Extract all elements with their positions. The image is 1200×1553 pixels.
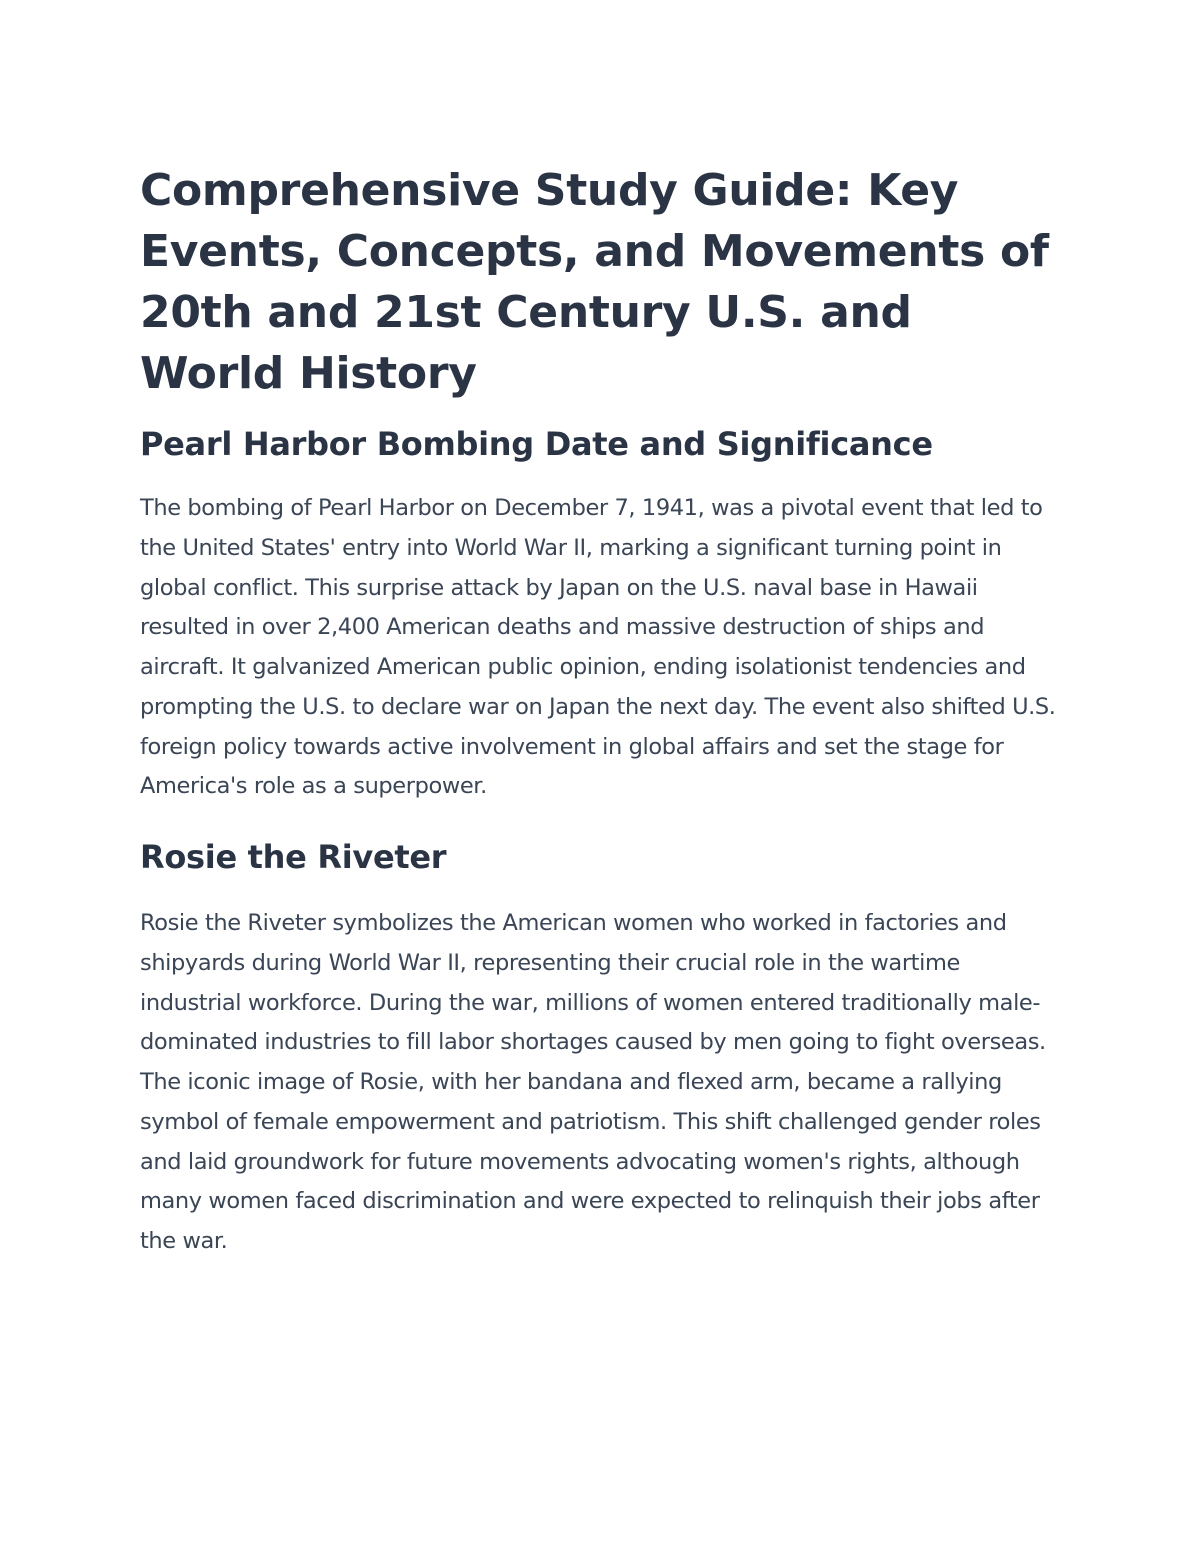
section-heading-rosie-the-riveter: Rosie the Riveter (140, 838, 447, 876)
document-page (140, 160, 1060, 1262)
section-heading-pearl-harbor: Pearl Harbor Bombing Date and Significance (140, 425, 933, 463)
section-body-rosie-the-riveter: Rosie the Riveter symbolizes the American women who worked in factories and shipyards during World War II, representing their crucial role in the wartime industrial workforce. During the war, millions of women entered traditionally male-dominated industries to fill labor shortages caused by men going to fight overseas. The iconic image of Rosie, with her bandana and flexed arm, became a rallying symbol of female empowerment and patriotism. This shift challenged gender roles and laid groundwork for future movements advocating women's rights, although many women faced discrimination and were expected to relinquish their jobs after the war. (140, 910, 1046, 1254)
section-body-pearl-harbor: The bombing of Pearl Harbor on December 7, 1941, was a pivotal event that led to the United States' entry into World War II, marking a significant turning point in global conflict. This surprise attack by Japan on the U.S. naval base in Hawaii resulted in over 2,400 American deaths and massive destruction of ships and aircraft. It galvanized American public opinion, ending isolationist tendencies and prompting the U.S. to declare war on Japan the next day. The event also shifted U.S. foreign policy towards active involvement in global affairs and set the stage for America's role as a superpower. (140, 495, 1056, 800)
section-rosie-the-riveter (140, 837, 1060, 1262)
section-pearl-harbor (140, 424, 1060, 807)
document-title: Comprehensive Study Guide: Key Events, Concepts, and Movements of 20th and 21st Century U.S. and World History (140, 165, 1049, 399)
